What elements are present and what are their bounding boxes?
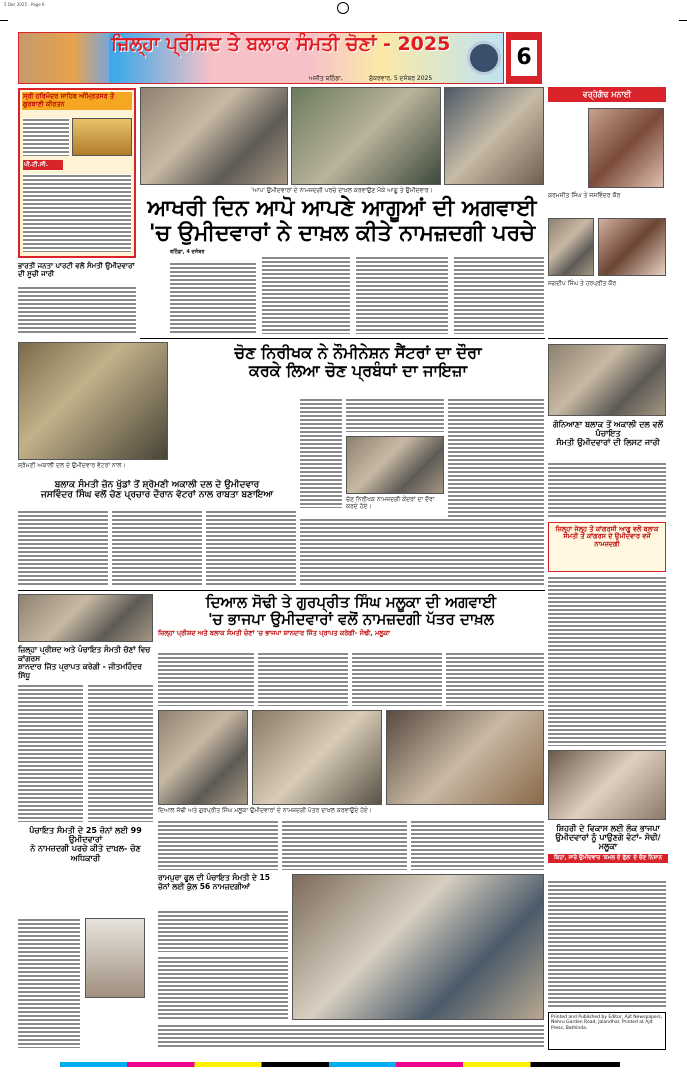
divider	[548, 338, 668, 339]
page-number: 6	[511, 40, 537, 76]
observer-headline-line2: ਕਰਕੇ ਲਿਆ ਚੋਣ ਪ੍ਰਬੰਧਾਂ ਦਾ ਜਾਇਜ਼ਾ	[248, 361, 468, 381]
observer-photo	[346, 436, 444, 494]
print-slug: 5 Dec 2025 - Page 6	[4, 2, 45, 7]
article-body-text	[300, 518, 544, 586]
observer-headline-line1: ਚੋਣ ਨਿਰੀਖਕ ਨੇ ਨੌਮੀਨੇਸ਼ਨ ਸੈਂਟਰਾਂ ਦਾ ਦੌਰਾ	[234, 343, 482, 362]
samiti-headline	[18, 826, 153, 863]
date-label: ਸ਼ੁੱਕਰਵਾਰ, 5 ਦਸੰਬਰ 2025	[369, 75, 433, 82]
akali-caption: ਸ਼੍ਰੋਮਣੀ ਅਕਾਲੀ ਦਲ ਦੇ ਉਮੀਦਵਾਰ ਵੋਟਰਾਂ ਨਾਲ।	[18, 462, 168, 469]
vikas-headline-line2: ਉਮੀਦਵਾਰਾਂ ਨੂੰ ਪਾਉਣਗੇ ਵੋਟਾਂ- ਸੋਢੀ/ਮਲੂਕਾ	[555, 833, 661, 852]
zila-headline	[158, 874, 288, 891]
couple-caption-1: ਕਰਮਜੀਤ ਸਿੰਘ ਤੇ ਜਸਵਿੰਦਰ ਕੌਰ	[548, 192, 668, 199]
bjp-nomination-photo-3	[386, 710, 544, 805]
article-body-text	[352, 652, 442, 706]
main-headline	[140, 196, 544, 255]
golden-temple-image	[72, 118, 132, 156]
aap-candidates-photo	[140, 87, 288, 185]
article-body-text	[18, 286, 136, 334]
article-body-text	[262, 256, 350, 334]
congress-headline-line2: ਸ਼ਾਨਦਾਰ ਜਿੱਤ ਪ੍ਰਾਪਤ ਕਰੇਗੀ - ਜੀਤਮਹਿੰਦਰ ਸਿੱਧੂ	[18, 662, 142, 680]
zila-headline-line1: ਰਾਮਪੁਰਾ ਫੂਲ ਦੀ ਪੰਚਾਇਤ ਸੰਮਤੀ ਦੇ 15	[158, 873, 270, 882]
goniana-headline-line1: ਗੋਨਿਆਣਾ ਬਲਾਕ ਤੋਂ ਅਕਾਲੀ ਦਲ ਵਲੋਂ ਪੰਚਾਇਤ	[552, 420, 664, 439]
page-number-box	[506, 32, 542, 84]
sodhi-maluka-photo	[548, 750, 666, 820]
bjp-subhead: ਜ਼ਿਲ੍ਹਾ ਪ੍ਰੀਸ਼ਦ ਅਤੇ ਬਲਾਕ ਸੰਮਤੀ ਚੋਣਾਂ 'ਚ ਭਾਜਪਾ ਸ਼ਾਨਦਾਰ ਜਿੱਤ ਪ੍ਰਾਪਤ ਕਰੇਗੀ- ਸੋਢੀ, ਮਲੂਕਾ	[158, 628, 390, 637]
vikas-headline	[548, 824, 668, 863]
article-body-text	[454, 256, 544, 334]
article-body-text	[23, 118, 69, 156]
divider	[140, 338, 545, 339]
jail-box-headline: ਜ਼ਿਲ੍ਹਾ ਜੇਲ੍ਹ ਤੋਂ ਕਾਂਗਰਸੀ ਆਗੂ ਵਲੋਂ ਬਲਾਕ ਸੰਮਤੀ ਤੋਂ ਕਾਂਗਰਸ ਦੇ ਉਮੀਦਵਾਰ ਵਜੋਂ ਨਾਮਜ਼ਦਗੀ	[555, 525, 659, 548]
bjp-caption: ਦਿਆਲ ਸੋਢੀ ਅਤੇ ਗੁਰਪ੍ਰੀਤ ਸਿੰਘ ਮਲੂਕਾ ਉਮੀਦਵਾਰਾਂ ਦੇ ਨਾਮਜ਼ਦਗੀ ਪੱਤਰ ਦਾਖ਼ਲ ਕਰਵਾਉਂਦੇ ਹੋਏ।	[158, 807, 544, 814]
vikas-headline-line1: ਸ਼ਿਹਰੀ ਦੇ ਵਿਕਾਸ ਲਈ ਲੋਕ ਭਾਜਪਾ	[556, 824, 660, 833]
main-headline-line1: ਆਖਰੀ ਦਿਨ ਆਪੋ ਆਪਣੇ ਆਗੂਆਂ ਦੀ ਅਗਵਾਈ	[147, 196, 537, 221]
article-body-text	[258, 652, 348, 706]
couple-caption-2: ਜਗਦੀਪ ਸਿੰਘ ਤੇ ਹਰਪ੍ਰੀਤ ਕੌਰ	[548, 280, 668, 287]
article-body-text	[23, 174, 131, 252]
article-body-text	[112, 510, 202, 586]
article-body-text	[158, 956, 288, 1020]
kirtan-box	[18, 88, 136, 258]
article-body-text	[158, 652, 254, 706]
goniana-headline-line2: ਸੰਮਤੀ ਉਮੀਦਵਾਰਾਂ ਦੀ ਲਿਸਟ ਜਾਰੀ	[556, 438, 660, 448]
divider	[18, 590, 545, 591]
article-body-text	[446, 652, 544, 706]
article-body-text	[158, 910, 288, 952]
bjp-nomination-photo-1	[158, 710, 248, 805]
article-body-text	[346, 398, 444, 432]
article-body-text	[356, 256, 448, 334]
imprint-box: Printed and Published by Editor, Ajit Newspapers, Nehru Garden Road, Jalandhar. Printed at Ajit Press, Bathinda.	[548, 1012, 666, 1050]
article-body-text	[411, 820, 544, 870]
main-headline-line2: 'ਚ ਉਮੀਦਵਾਰਾਂ ਨੇ ਦਾਖ਼ਲ ਕੀਤੇ ਨਾਮਜ਼ਦਗੀ ਪਰਚੇ	[148, 221, 536, 247]
page-title: ਜ਼ਿਲ੍ਹਾ ਪ੍ਰੀਸ਼ਦ ਤੇ ਬਲਾਕ ਸੰਮਤੀ ਚੋਣਾਂ - 2025	[111, 33, 451, 55]
article-body-text	[300, 398, 342, 508]
election-officer-photo	[85, 918, 145, 998]
red-strip: ਕਿਹਾ, ਸਾਰੇ ਉਮੀਦਵਾਰ 'ਕਮਲ ਦੇ ਫੁੱਲ' ਦੇ ਚੋਣ ਨਿਸ਼ਾਨ	[548, 854, 668, 863]
bjp-headline-line2: 'ਚ ਭਾਜਪਾ ਉਮੀਦਵਾਰਾਂ ਵਲੋਂ ਨਾਮਜ਼ਦਗੀ ਪੱਤਰ ਦਾਖ਼ਲ	[208, 610, 494, 629]
bjp-list-headline: ਭਾਰਤੀ ਜਨਤਾ ਪਾਰਟੀ ਵਲੋਂ ਸੰਮਤੀ ਉਮੀਦਵਾਰਾਂ ਦੀ ਸੂਚੀ ਜਾਰੀ	[18, 262, 135, 279]
ptc-badge: ਪੀ.ਟੀ.ਸੀ.	[23, 160, 63, 170]
bjp-nomination-photo-2	[252, 710, 382, 805]
bjp-headline	[158, 594, 544, 637]
photo-caption: 'ਆਪ' ਉਮੀਦਵਾਰਾਂ ਦੇ ਨਾਮਜ਼ਦਗੀ ਪਰਚੇ ਦਾਖ਼ਲ ਕਰਵਾਉਣ ਮੌਕੇ ਆਗੂ ਤੇ ਉਮੀਦਵਾਰ।	[140, 187, 544, 194]
article-body-text	[548, 462, 666, 518]
akali-headline-line1: ਬਲਾਕ ਸੰਮਤੀ ਜ਼ੋਨ ਖੁੱਡਾਂ ਤੋਂ ਸ਼੍ਰੋਮਣੀ ਅਕਾਲੀ ਦਲ ਦੇ ਉਮੀਦਵਾਰ	[54, 480, 260, 490]
crop-mark	[0, 20, 8, 21]
akali-canvassing-photo	[18, 342, 168, 460]
couple-photo-1	[588, 108, 664, 188]
observer-caption: ਚੋਣ ਨਿਰੀਖਕ ਨਾਮਜ਼ਦਗੀ ਕੇਂਦਰਾਂ ਦਾ ਦੌਰਾ ਕਰਦੇ ਹੋਏ।	[346, 496, 444, 510]
nomination-crowd-photo	[291, 87, 441, 185]
edition-label: ਅਜੀਤ ਬਠਿੰਡਾ,	[309, 75, 343, 82]
article-body-text	[18, 684, 83, 822]
person-photo	[548, 218, 594, 276]
crop-mark	[679, 20, 687, 21]
couple-photo-2	[598, 218, 666, 276]
akali-headline	[18, 480, 296, 501]
bjp-headline-line1: ਦਿਆਲ ਸੋਢੀ ਤੇ ਗੁਰਪ੍ਰੀਤ ਸਿੰਘ ਮਲੂਕਾ ਦੀ ਅਗਵਾਈ	[205, 593, 497, 611]
observer-headline	[172, 344, 544, 381]
color-registration-bar	[60, 1062, 620, 1067]
zila-headline-line2: ਜ਼ੋਨਾਂ ਲਈ ਕੁੱਲ 56 ਨਾਮਜ਼ਦਗੀਆਂ	[158, 881, 251, 891]
registration-mark	[337, 2, 349, 14]
congress-headline-line1: ਜ਼ਿਲ੍ਹਾ ਪ੍ਰੀਸ਼ਦ ਅਤੇ ਪੰਚਾਇਤ ਸੰਮਤੀ ਚੋਣਾਂ ਵਿਚ ਕਾਂਗਰਸ	[18, 645, 151, 663]
voters-image	[19, 33, 109, 83]
candidates-group-photo	[444, 87, 544, 185]
bjp-meeting-photo	[18, 594, 153, 642]
jail-box	[548, 522, 666, 572]
article-body-text	[18, 510, 108, 586]
goniana-photo	[548, 344, 666, 416]
samiti-headline-line1: ਪੰਚਾਇਤ ਸੰਮਤੀ ਦੇ 25 ਜ਼ੋਨਾਂ ਲਈ 99 ਉਮੀਦਵਾਰਾਂ	[29, 826, 142, 845]
article-body-text	[548, 576, 666, 746]
nomination-office-photo	[292, 874, 544, 1020]
anniversary-tag: ਵਰ੍ਹੇਗੰਢ ਮਨਾਈ	[548, 87, 666, 102]
article-body-text	[18, 918, 80, 1048]
dateline: ਬਠਿੰਡਾ, 4 ਦਸੰਬਰ	[170, 248, 205, 255]
article-body-text	[282, 820, 407, 870]
article-body-text	[88, 684, 153, 822]
article-body-text	[548, 880, 666, 1008]
goniana-headline	[548, 420, 668, 448]
article-body-text	[158, 1024, 544, 1048]
congress-headline	[18, 646, 153, 681]
akali-headline-line2: ਜਸਵਿੰਦਰ ਸਿੰਘ ਵਲੋਂ ਚੋਣ ਪ੍ਰਚਾਰ ਦੌਰਾਨ ਵੋਟਰਾਂ ਨਾਲ ਰਾਬਤਾ ਬਣਾਇਆ	[40, 490, 274, 501]
article-body-text	[206, 510, 296, 586]
kirtan-title: ਸ੍ਰੀ ਹਰਿਮੰਦਰ ਸਾਹਿਬ ਅੰਮ੍ਰਿਤਸਰ ਤੋਂ ਗੁਰਬਾਣੀ ਕੀਰਤਨ	[22, 92, 132, 110]
article-body-text	[448, 398, 544, 518]
ballot-icon	[467, 41, 501, 75]
article-body-text	[158, 820, 278, 870]
samiti-headline-line2: ਨੇ ਨਾਮਜ਼ਦਗੀ ਪਰਚੇ ਕੀਤੇ ਦਾਖ਼ਲ- ਚੋਣ ਅਧਿਕਾਰੀ	[30, 844, 141, 863]
header-banner	[18, 32, 504, 84]
article-body-text	[170, 262, 256, 334]
